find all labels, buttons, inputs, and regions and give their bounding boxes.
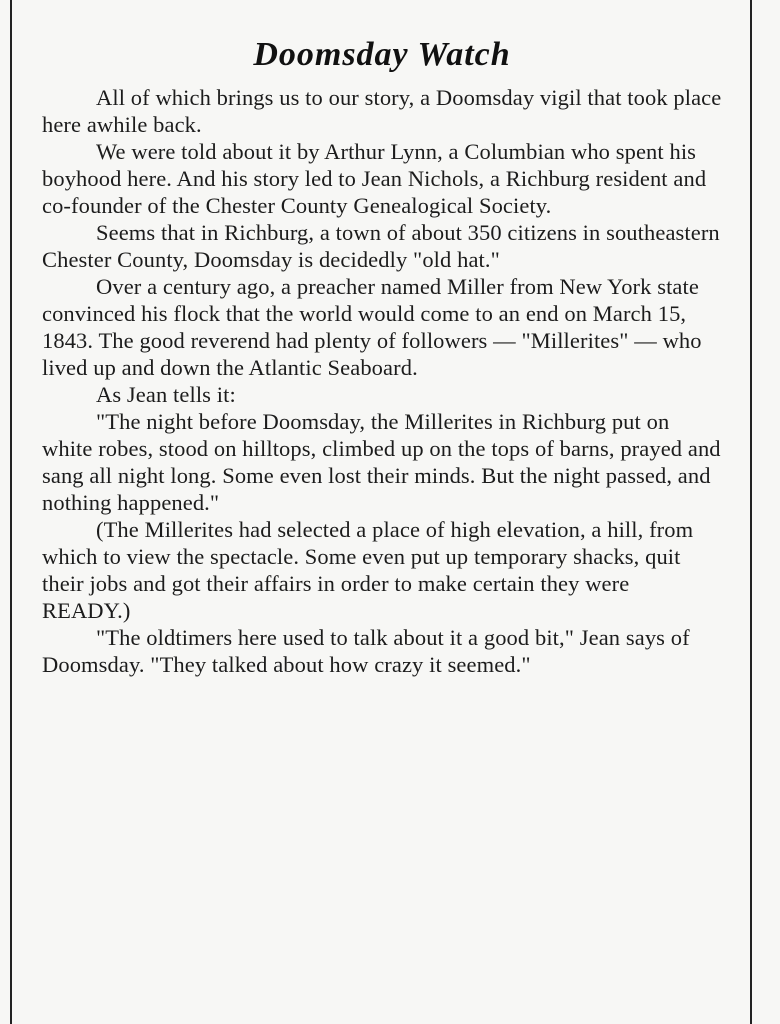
- paragraph-1: All of which brings us to our story, a Doomsday vigil that took place here awhile back.: [42, 85, 722, 137]
- paragraph-5: As Jean tells it:: [96, 382, 236, 407]
- paragraph-3: Seems that in Richburg, a town of about 350 citizens in southeastern Chester County, Doomsday is decidedly "old hat.": [42, 220, 720, 272]
- paragraph-4: Over a century ago, a preacher named Miller from New York state convinced his flock that the world would come to an end on March 15, 1843. The good reverend had plenty of followers — "Millerites" — who lived up and down the Atlantic Seaboard.: [42, 274, 702, 380]
- paragraph-6: "The night before Doomsday, the Millerites in Richburg put on white robes, stood on hilltops, climbed up on the tops of barns, prayed and sang all night long. Some even lost their minds. But the night passed, and nothing happened.": [42, 409, 721, 515]
- column-rule-right: [750, 0, 752, 1024]
- paragraph-8: "The oldtimers here used to talk about it a good bit," Jean says of Doomsday. "They talked about how crazy it seemed.": [42, 625, 690, 677]
- article: [42, 30, 722, 678]
- paragraph-2: We were told about it by Arthur Lynn, a Columbian who spent his boyhood here. And his story led to Jean Nichols, a Richburg resident and co-founder of the Chester County Genealogical Society.: [42, 139, 707, 218]
- paragraph-7: (The Millerites had selected a place of high elevation, a hill, from which to view the spectacle. Some even put up temporary shacks, quit their jobs and got their affairs in order to make certain they were READY.): [42, 517, 694, 623]
- column-rule-left: [10, 0, 12, 1024]
- article-body: [42, 84, 722, 678]
- article-headline: Doomsday Watch: [253, 36, 511, 73]
